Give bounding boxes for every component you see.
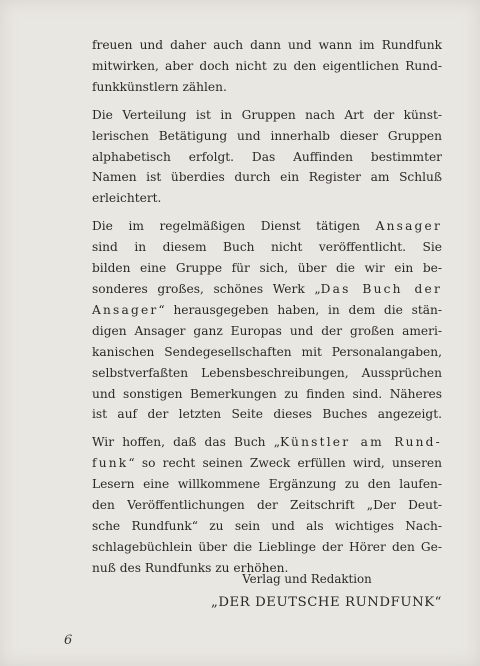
text-line: Namen ist überdies durch ein Register am Schluß xyxy=(92,170,442,185)
text-line: digen Ansager ganz Europas und der großen ameri- xyxy=(92,323,442,338)
text-line xyxy=(92,300,442,321)
text-line: alphabetisch erfolgt. Das Auffinden bestimmter xyxy=(92,149,442,164)
text-line: bilden eine Gruppe für sich, über die wir ein be- xyxy=(92,261,442,276)
paragraph-3 xyxy=(92,216,442,425)
text-line: kanischen Sendegesellschaften mit Personalangaben, xyxy=(92,344,442,359)
spaced-term: Das Buch der xyxy=(320,281,442,296)
text-run: Wir hoffen, daß das Buch „ xyxy=(92,435,281,450)
text-line: lerischen Betätigung und innerhalb dieser Gruppen xyxy=(92,128,442,143)
spaced-term: Ansager xyxy=(92,302,159,317)
text-line: erleichtert. xyxy=(92,191,162,206)
text-line: sche Rundfunk“ zu sein und als wichtiges Nach- xyxy=(92,518,442,533)
text-line xyxy=(92,432,442,453)
text-line: mitwirken, aber doch nicht zu den eigentlichen Rund- xyxy=(92,58,442,73)
paragraph-4 xyxy=(92,432,442,578)
text-line: selbstverfaßten Lebensbeschreibungen, Aussprüchen xyxy=(92,365,442,380)
text-run: “ so recht seinen Zweck erfüllen wird, unseren xyxy=(128,456,442,471)
text-line xyxy=(92,216,442,237)
signature-magazine: „DER DEUTSCHE RUNDFUNK“ xyxy=(210,595,442,610)
text-line: sind in diesem Buch nicht veröffentlicht. Sie xyxy=(92,240,442,255)
text-line: freuen und daher auch dann und wann im Rundfunk xyxy=(92,38,442,52)
page-number: 6 xyxy=(64,633,73,648)
text-line: Lesern eine willkommene Ergänzung zu den laufen- xyxy=(92,477,442,492)
text-line: nuß des Rundfunks zu erhöhen. xyxy=(92,560,289,575)
text-line xyxy=(92,453,442,474)
signature-publisher: Verlag und Redaktion xyxy=(242,572,372,586)
text-run: “ herausgegeben haben, in dem die stän- xyxy=(158,302,442,317)
spaced-term: Ansager xyxy=(375,219,442,234)
text-line: Die Verteilung ist in Gruppen nach Art der künst- xyxy=(92,107,442,122)
spaced-term: Künstler am Rund- xyxy=(280,435,443,450)
body-text xyxy=(92,35,442,586)
text-line: den Veröffentlichungen der Zeitschrift „Der Deut- xyxy=(92,498,442,513)
spaced-term: funk xyxy=(92,456,129,471)
paragraph-1 xyxy=(92,35,442,98)
text-line: und sonstigen Bemerkungen zu finden sind. Näheres xyxy=(92,386,442,401)
text-line: schlagebüchlein über die Lieblinge der Hörer den Ge- xyxy=(92,539,442,554)
paragraph-2 xyxy=(92,105,442,210)
text-run: sonderes großes, schönes Werk „ xyxy=(92,281,321,296)
text-line: funkkünstlern zählen. xyxy=(92,79,227,94)
text-line xyxy=(92,279,442,300)
text-run: Die im regelmäßigen Dienst tätigen xyxy=(92,219,376,234)
text-line: ist auf der letzten Seite dieses Buches angezeigt. xyxy=(92,407,442,422)
